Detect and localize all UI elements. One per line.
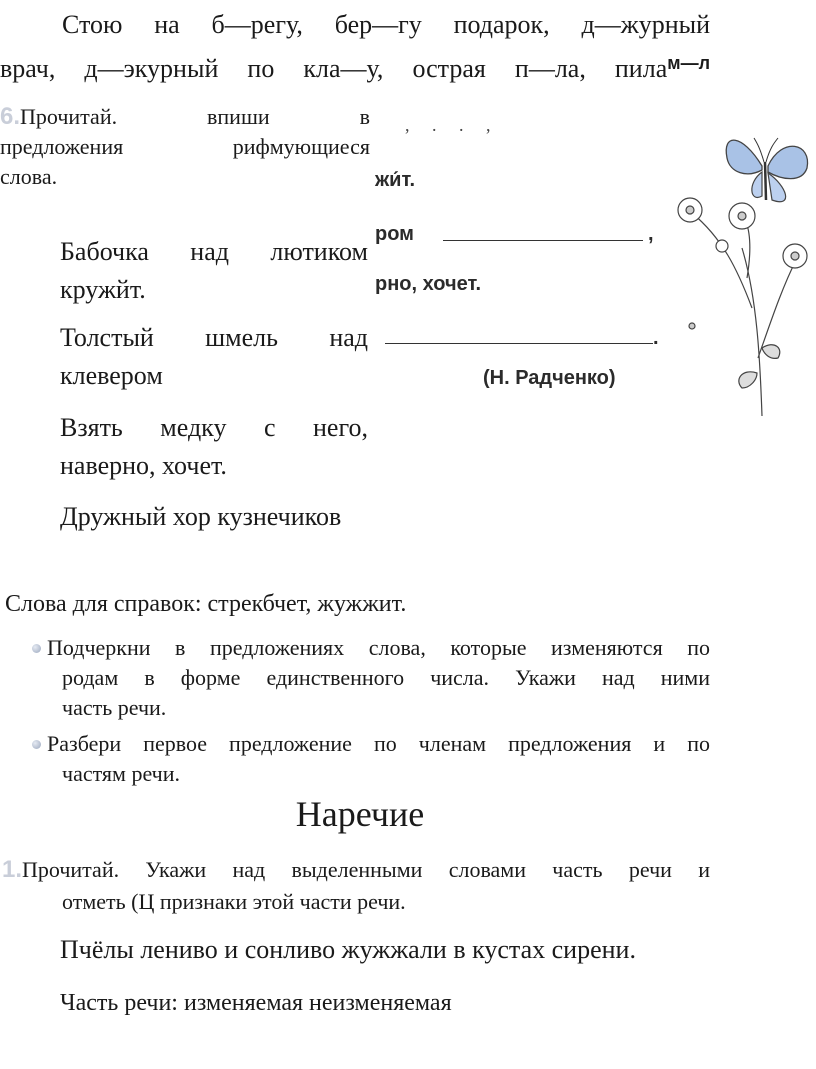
bullet-2-line-1 [32, 729, 710, 759]
blank-line-1 [443, 240, 643, 241]
butterfly-icon [726, 138, 807, 202]
textbook-fragment [375, 105, 675, 425]
example-sentence: Пчёлы лениво и сонливо жужжали в кустах сирени. [60, 935, 636, 964]
bullet-2 [32, 729, 710, 789]
task-1-number: 1. [2, 856, 23, 883]
task-1-instruction [2, 854, 710, 918]
bullet-icon [32, 740, 41, 749]
textbook-frag-1: жи́т. [375, 169, 416, 191]
bullet-1-line-1-text: Подчеркни в предложениях слова, которые изменяются по [47, 635, 710, 660]
textbook-frag-3: рно, хочет. [375, 273, 482, 295]
butterfly-flower-illustration [662, 118, 816, 418]
poem [60, 233, 368, 485]
task-6-line-1 [0, 102, 370, 132]
bullet-1 [32, 633, 710, 723]
task-6-line-1-text: Прочитай. впиши в [20, 104, 370, 129]
part-of-speech: Часть речи: изменяемая неизменяемая [60, 990, 452, 1016]
author: (Н. Радченко) [483, 367, 616, 389]
period-mark: . [653, 327, 659, 349]
poem-line-1b: кружйт. [60, 275, 146, 304]
poem-line-1a: Бабочка над лютиком [60, 237, 368, 266]
top-dots: , . . , [405, 115, 491, 135]
task-6-line-2: предложения рифмующиеся [0, 134, 370, 159]
poem-line-4: Дружный хор кузнечиков [60, 502, 342, 531]
task-1-line-1-text: Прочитай. Укажи над выделенными словами часть речи и [22, 857, 710, 882]
top-text-line-2-main: врач, д—экурный по кла—у, острая п—ла, пила [0, 54, 668, 83]
comma-mark: , [648, 223, 654, 245]
poem-line-2a: Толстый шмель над [60, 323, 368, 352]
poem-line-2b: клевером [60, 361, 163, 390]
reference-words: Слова для справок: стрекбчет, жужжит. [5, 591, 407, 617]
task-6-number: 6. [0, 103, 21, 130]
top-text [0, 6, 710, 88]
task-6-instruction [0, 102, 370, 192]
blank-line-2 [385, 343, 653, 344]
bullet-1-line-1 [32, 633, 710, 663]
poem-line-3b: наверно, хочет. [60, 451, 227, 480]
bullet-icon [32, 644, 41, 653]
bullet-1-line-3: часть речи. [62, 695, 167, 720]
poem-line-3a: Взять медку с него, [60, 413, 368, 442]
bullet-2-line-2: частям речи. [62, 761, 181, 786]
task-6-line-3: слова. [0, 164, 58, 189]
top-text-line-2 [0, 44, 710, 88]
section-title: Наречие [295, 794, 425, 834]
bullet-1-line-2: родам в форме единственного числа. Укажи над ними [62, 665, 710, 690]
textbook-frag-2: ром [375, 223, 414, 245]
bullet-2-line-1-text: Разбери первое предложение по членам предложения и по [47, 731, 710, 756]
task-1-line-2: отметь (Ц признаки этой части речи. [62, 889, 406, 914]
flower-icon [678, 198, 807, 416]
top-text-line-1: Стою на б—регу, бер—гу подарок, д—журный [62, 10, 710, 39]
task-1-line-1 [2, 854, 710, 886]
top-text-superscript: м—л [667, 53, 710, 73]
